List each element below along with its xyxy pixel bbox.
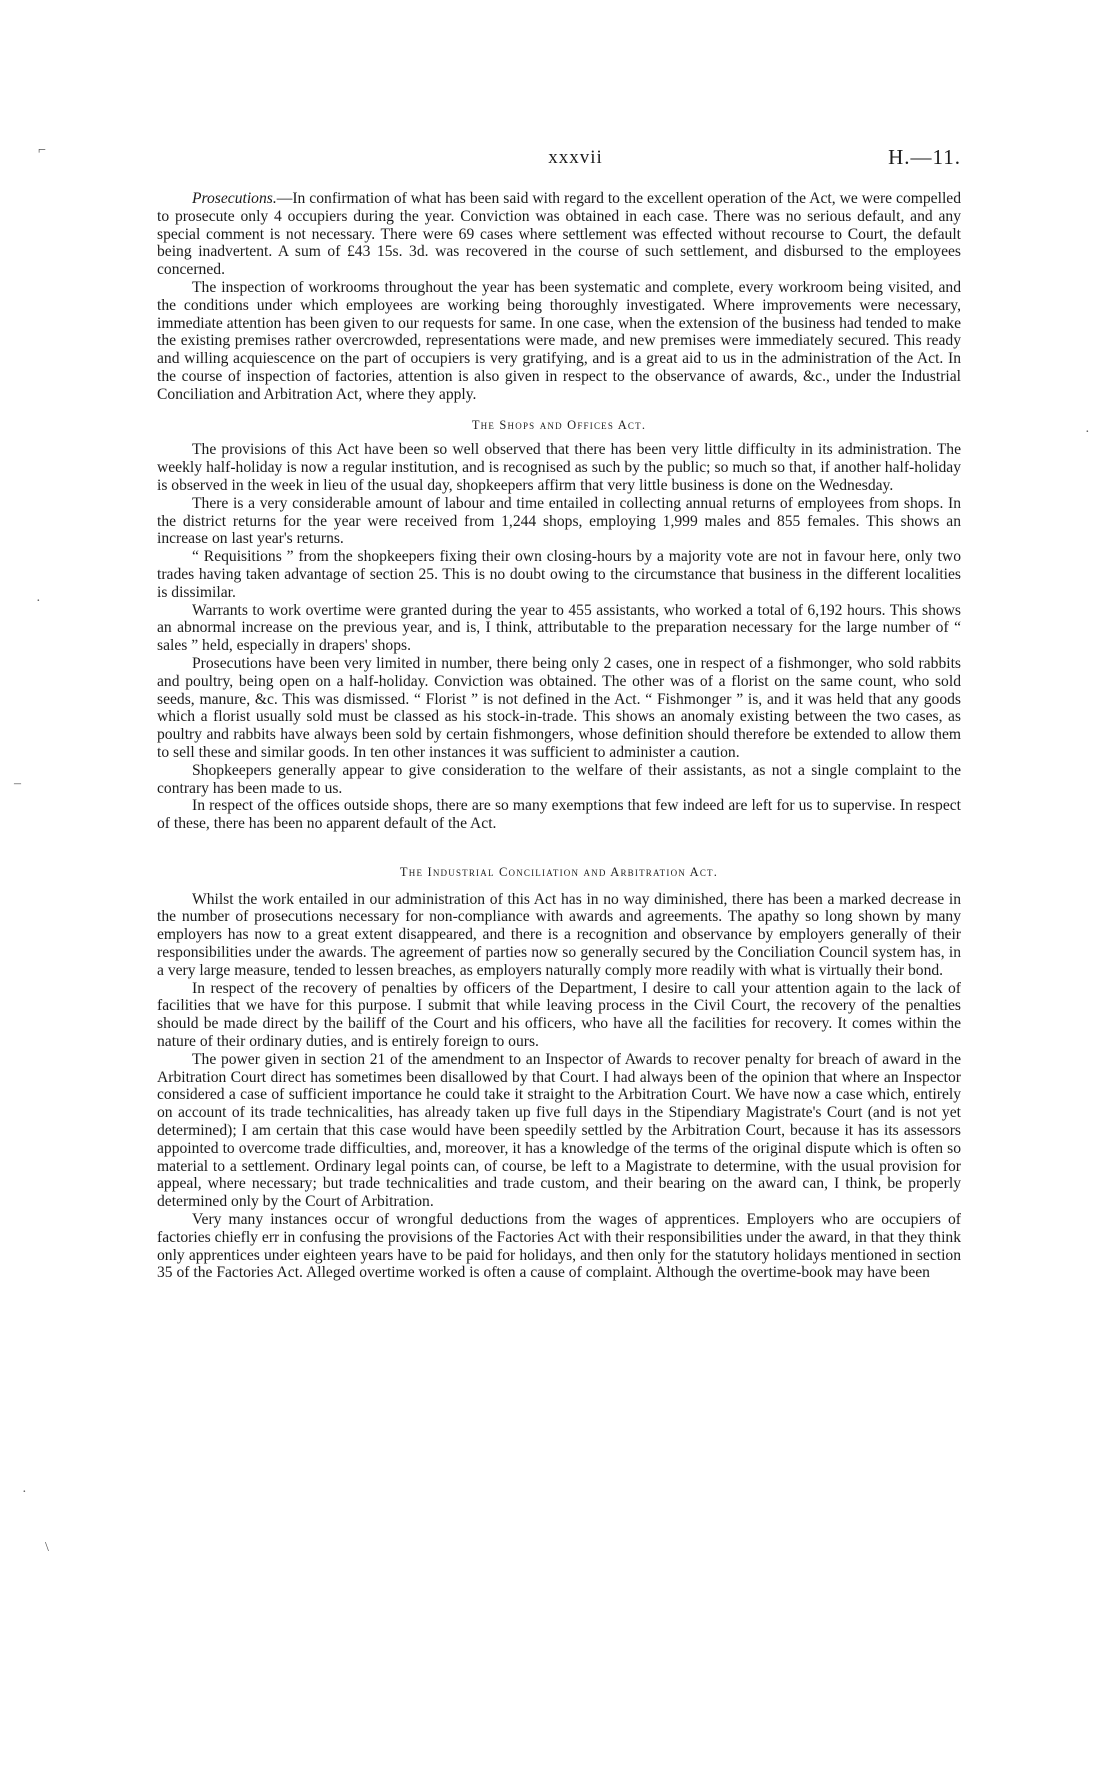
body-text — [157, 190, 961, 1282]
paragraph: “ Requisitions ” from the shopkeepers fixing their own closing-hours by a majority vote are not in favour here, only two trades having taken advantage of section 25. This is no doubt owing to the circumstance that business in the different localities is dissimilar. — [157, 548, 961, 601]
lead-in: Prosecutions. — [192, 190, 277, 207]
document-reference: H.—11. — [888, 145, 961, 169]
paragraph — [157, 190, 961, 279]
section-heading-industrial: The Industrial Conciliation and Arbitration Act. — [399, 864, 719, 879]
scan-mark: ⌐ — [38, 143, 46, 158]
scan-mark: – — [14, 776, 21, 791]
paragraph: In respect of the recovery of penalties by officers of the Department, I desire to call your attention again to the lack of facilities that we have for this purpose. I submit that while leaving process in the Civil Court, the recovery of the penalties should be made direct by the bailiff of the Court and his officers, who have all the facilities for recovery. It comes within the nature of their ordinary duties, and is entirely foreign to ours. — [157, 979, 961, 1051]
section-heading-shops: The Shops and Offices Act. — [471, 417, 647, 432]
paragraph-text: —In confirmation of what has been said with regard to the excellent operation of the Act, we were compelled to prosecute only 4 occupiers during the year. Conviction was obtained in each case. There was no serious default, and any special comment is not necessary. There were 69 cases where settlement was effected without recourse to Court, the default being inadvertent. A sum of £43 15s. 3d. was recovered in the course of such settlement, and disbursed to the employees concerned. — [157, 190, 961, 279]
paragraph: The inspection of workrooms throughout the year has been systematic and complete, every workroom being visited, and the conditions under which employees are working being thoroughly investigated. Where improvements were necessary, immediate attention has been given to our requests for same. In one case, when the extension of the business had tended to make the existing premises rather overcrowded, representations were made, and new premises were immediately secured. This ready and willing acquiescence on the part of occupiers is very gratifying, and is a great aid to us in the administration of the Act. In the course of inspection of factories, attention is also given in respect to the observance of awards, &c., under the Industrial Conciliation and Arbitration Act, where they apply. — [157, 278, 961, 403]
paragraph: The provisions of this Act have been so well observed that there has been very little difficulty in its administration. The weekly half-holiday is now a regular institution, and is recognised as such by the public; so much so that, if another half-holiday is observed in the week in lieu of the usual day, shopkeepers affirm that very little business is done on the Wednesday. — [157, 441, 961, 494]
paragraph: The power given in section 21 of the amendment to an Inspector of Awards to recover penalty for breach of award in the Arbitration Court direct has sometimes been disallowed by that Court. I had always been of the opinion that where an Inspector considered a case of sufficient importance he could take it straight to the Arbitration Court. We have now a case which, entirely on account of its trade technicalities, has already taken up five full days in the Stipendiary Magistrate's Court (and is not yet determined); I am certain that this case would have been speedily settled by the Arbitration Court, because it has its assessors appointed to overcome trade difficulties, and, moreover, it has a knowledge of the terms of the original dispute which is often so material to a settlement. Ordinary legal points can, of course, be left to a Magistrate to determine, with the usual provision for appeal, where necessary; but trade technicalities and trade custom, and their bearing on the award can, I think, be properly determined only by the Court of Arbitration. — [157, 1050, 961, 1211]
page-header — [190, 147, 961, 175]
scan-mark: · — [1085, 425, 1090, 440]
scan-mark: · — [36, 594, 41, 609]
paragraph: Whilst the work entailed in our administration of this Act has in no way diminished, there has been a marked decrease in the number of prosecutions necessary for non-compliance with awards and agreements. The apathy so long shown by many employers has now to a great extent disappeared, and there is a recognition and observance by employers generally of their responsibilities under the awards. The agreement of parties now so generally secured by the Conciliation Council system has, in a very large measure, tended to lessen breaches, as employers naturally comply more readily with what is virtually their bond. — [157, 890, 961, 979]
paragraph: Prosecutions have been very limited in number, there being only 2 cases, one in respect of a fishmonger, who sold rabbits and poultry, being open on a half-holiday. Conviction was obtained. The other was of a florist on the same count, who sold seeds, manure, &c. This was dismissed. “ Florist ” is not defined in the Act. “ Fishmonger ” is, and it was held that any goods which a florist usually sold must be classed as his stock-in-trade. This shows an anomaly existing between the two cases, as poultry and rabbits have always been sold by certain fishmongers, whose definition should therefore be extended to allow them to sell these and similar goods. In ten other instances it was sufficient to administer a caution. — [157, 654, 961, 761]
paragraph: Warrants to work overtime were granted during the year to 455 assistants, who worked a total of 6,192 hours. This shows an abnormal increase on the previous year, and is, I think, attributable to the preparation necessary for the large number of “ sales ” held, especially in drapers' shops. — [157, 601, 961, 655]
paragraph: There is a very considerable amount of labour and time entailed in collecting annual returns of employees from shops. In the district returns for the year were received from 1,244 shops, employing 1,999 males and 855 females. This shows an increase on last year's returns. — [157, 494, 961, 548]
page-number: xxxvii — [548, 147, 603, 168]
paragraph: In respect of the offices outside shops, there are so many exemptions that few indeed are left for us to supervise. In respect of these, there has been no apparent default of the Act. — [157, 797, 961, 833]
scan-mark: \ — [45, 1540, 49, 1555]
paragraph: Very many instances occur of wrongful deductions from the wages of apprentices. Employers who are occupiers of factories chiefly err in confusing the provisions of the Factories Act with their responsibilities under the award, in that they think only apprentices under eighteen years have to be paid for holidays, and then only for the statutory holidays mentioned in section 35 of the Factories Act. Alleged overtime worked is often a cause of complaint. Although the overtime-book may have been — [157, 1211, 961, 1282]
paragraph: Shopkeepers generally appear to give consideration to the welfare of their assistants, as not a single complaint to the contrary has been made to us. — [157, 761, 961, 797]
scan-mark: · — [22, 1485, 27, 1500]
